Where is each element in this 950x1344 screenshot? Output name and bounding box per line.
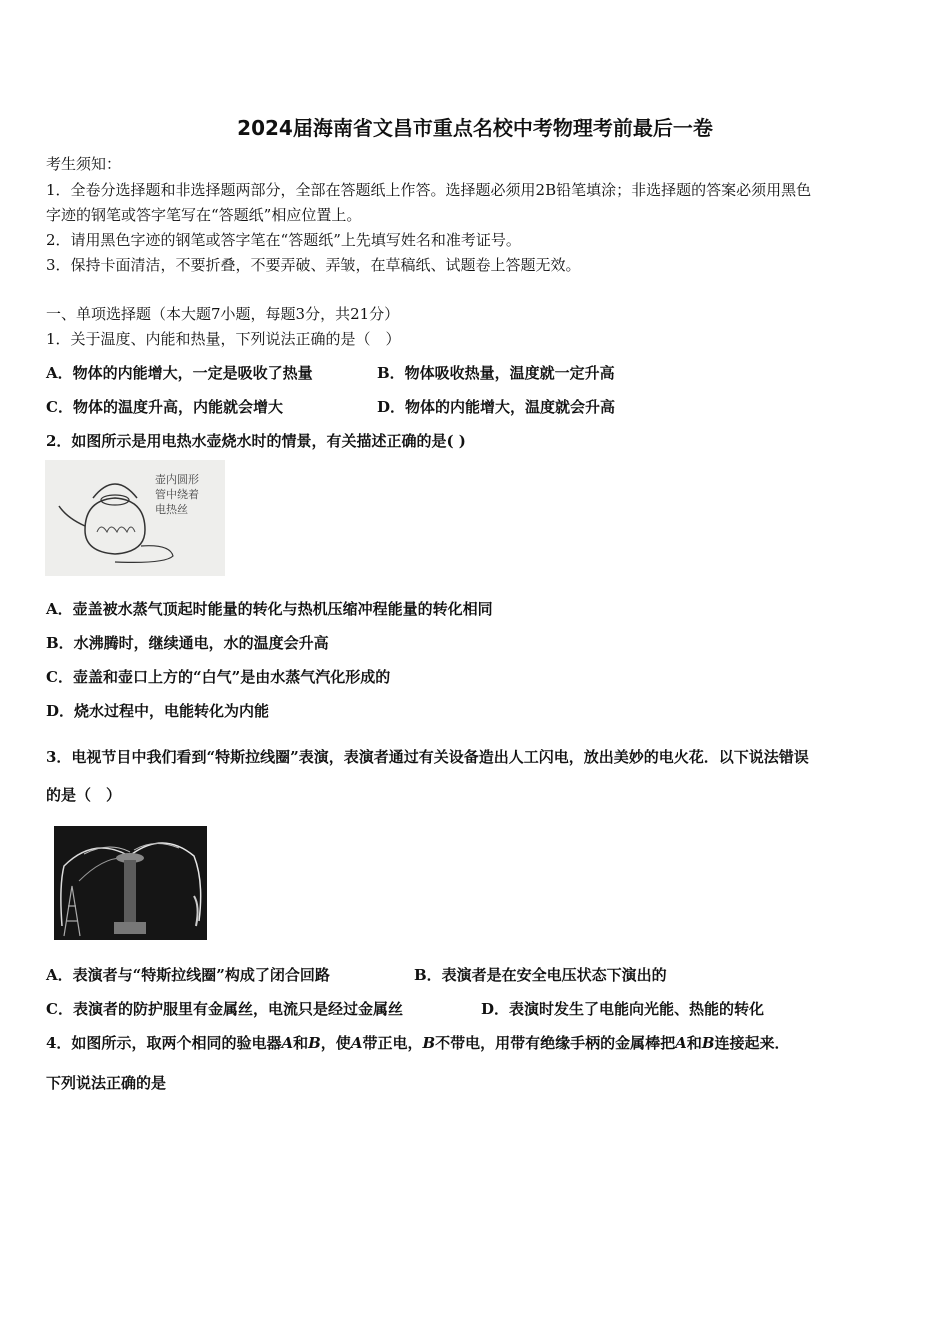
q1-option-d: D．物体的内能增大，温度就会升高	[377, 398, 616, 416]
exam-title: 2024届海南省文昌市重点名校中考物理考前最后一卷	[237, 116, 713, 140]
notice-item-2: 2．请用黑色字迹的钢笔或答字笔在“答题纸”上先填写姓名和准考证号。	[46, 231, 521, 249]
tesla-coil-photo	[54, 826, 207, 940]
notice-heading: 考生须知：	[46, 155, 122, 173]
q3-option-c: C．表演者的防护服里有金属丝，电流只是经过金属丝	[46, 1000, 403, 1018]
q4-stem-line2: 下列说法正确的是	[46, 1074, 167, 1092]
notice-item-1-cont: 字迹的钢笔或答字笔写在“答题纸”相应位置上。	[46, 206, 362, 224]
q1-stem: 1．关于温度、内能和热量，下列说法正确的是（ ）	[46, 330, 401, 348]
section-heading: 一、单项选择题（本大题7小题，每题3分，共21分）	[46, 305, 400, 323]
q2-option-a: A．壶盖被水蒸气顶起时能量的转化与热机压缩冲程能量的转化相同	[46, 600, 493, 618]
q2-stem: 2．如图所示是用电热水壶烧水时的情景，有关描述正确的是( )	[46, 432, 466, 450]
notice-item-1: 1．全卷分选择题和非选择题两部分，全部在答题纸上作答。选择题必须用2B铅笔填涂；非选择题的答案必须用黑色	[46, 181, 812, 199]
kettle-label: 壶内圆形 管中绕着 电热丝	[155, 473, 199, 516]
q1-option-a: A．物体的内能增大，一定是吸收了热量	[46, 364, 313, 382]
q2-option-c: C．壶盖和壶口上方的“白气”是由水蒸气汽化形成的	[46, 668, 391, 686]
q3-stem-line1: 3．电视节目中我们看到“特斯拉线圈”表演，表演者通过有关设备造出人工闪电，放出美妙的电火花．以下说法错误	[46, 748, 809, 766]
q2-option-d: D．烧水过程中，电能转化为内能	[46, 702, 270, 720]
q2-option-b: B．水沸腾时，继续通电，水的温度会升高	[46, 634, 329, 652]
tesla-coil-drawing	[54, 826, 207, 940]
q3-stem-line2: 的是（ ）	[46, 786, 122, 804]
q3-option-a: A．表演者与“特斯拉线圈”构成了闭合回路	[46, 966, 330, 984]
q1-option-b: B．物体吸收热量，温度就一定升高	[377, 364, 615, 382]
notice-item-3: 3．保持卡面清洁，不要折叠，不要弄破、弄皱，在草稿纸、试题卷上答题无效。	[46, 256, 581, 274]
q4-stem-line1: 4．如图所示，取两个相同的验电器A和B，使A带正电，B不带电，用带有绝缘手柄的金属棒把A和B连接起来．	[46, 1034, 790, 1052]
q1-option-c: C．物体的温度升高，内能就会增大	[46, 398, 283, 416]
q3-option-d: D．表演时发生了电能向光能、热能的转化	[481, 1000, 765, 1018]
kettle-figure	[45, 460, 225, 576]
q3-option-b: B．表演者是在安全电压状态下演出的	[414, 966, 667, 984]
